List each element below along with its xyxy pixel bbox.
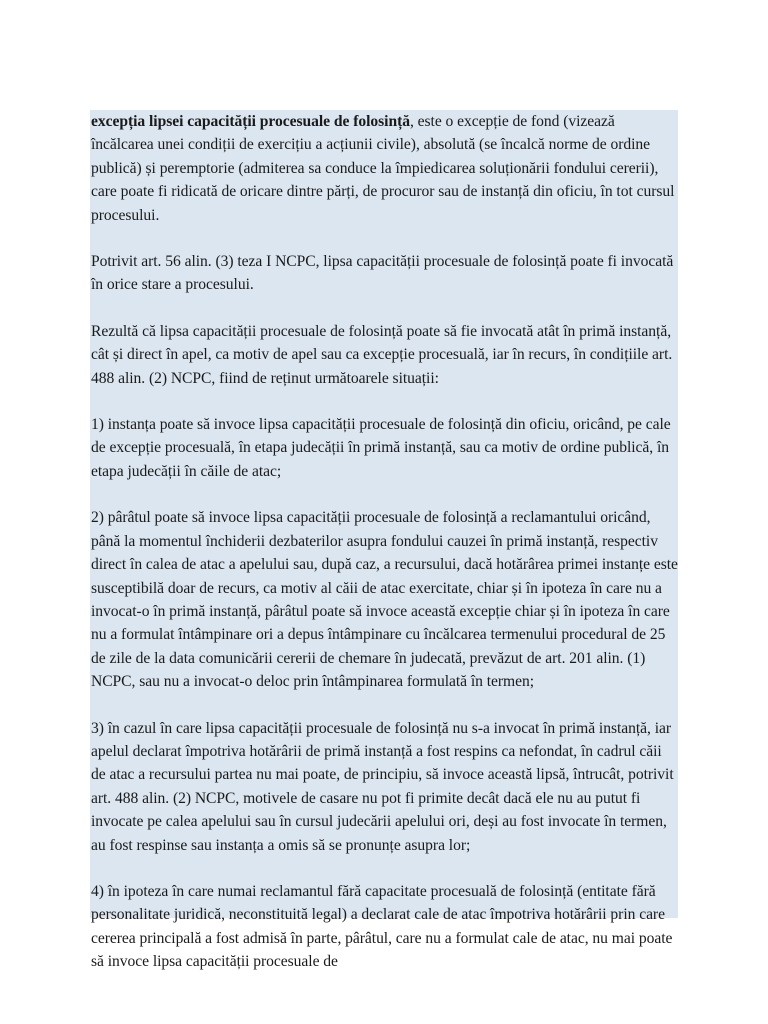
- document-text-block: [90, 110, 678, 971]
- paragraph-7: [91, 880, 678, 974]
- paragraph-7-text: 4) în ipoteza în care numai reclamantul fără capacitate procesuală de folosință (entitate fără personalitate juridică, neconstituită legal) a declarat cale de atac împotriva hotărârii prin care cererea principală a fost admisă în parte, pârâtul, care nu a formulat cale de atac, nu mai poate să invoce lipsa capacității procesuale de: [91, 882, 673, 971]
- paragraph-1-bold-term: excepția lipsei capacității procesuale de folosință: [91, 113, 410, 130]
- paragraph-3: [91, 320, 678, 390]
- paragraph-4-text: 1) instanța poate să invoce lipsa capacității procesuale de folosință din oficiu, oricând, pe cale de excepție procesuală, în etapa judecății în primă instanță, sau ca motiv de ordine publică, în etapa judecății în căile de atac;: [91, 416, 671, 480]
- paragraph-6: [91, 717, 678, 857]
- paragraph-4: [91, 413, 678, 483]
- paragraph-1-text: , este o excepție de fond (vizează încălcarea unei condiții de exercițiu a acțiunii civile), absolută (se încalcă norme de ordine publică) și peremptorie (admiterea sa conduce la împiedicarea soluționării fondului cererii), care poate fi ridicată de oricare dintre părți, de procuror sau de instanță din oficiu, în tot cursul procesului.: [91, 113, 675, 224]
- paragraph-5: [91, 506, 678, 693]
- paragraph-2-text: Potrivit art. 56 alin. (3) teza I NCPC, lipsa capacității procesuale de folosință poate fi invocată în orice stare a procesului.: [91, 253, 674, 294]
- paragraph-5-text: 2) pârâtul poate să invoce lipsa capacității procesuale de folosință a reclamantului oricând, până la momentul închiderii dezbaterilor asupra fondului cauzei în primă instanță, respectiv direct în calea de atac a apelului sau, după caz, a recursului, dacă hotărârea primei instanțe este susceptibilă doar de recurs, ca motiv al căii de atac exercitate, chiar și în ipoteza în care nu a invocat-o în primă instanță, pârâtul poate să invoce această excepție chiar și în ipoteza în care nu a formulat întâmpinare ori a depus întâmpinare cu încălcarea termenului procedural de 25 de zile de la data comunicării cererii de chemare în judecată, prevăzut de art. 201 alin. (1) NCPC, sau nu a invocat-o deloc prin întâmpinarea formulată în termen;: [91, 509, 678, 691]
- paragraph-3-text: Rezultă că lipsa capacității procesuale de folosință poate să fie invocată atât în primă instanță, cât și direct în apel, ca motiv de apel sau ca excepție procesuală, iar în recurs, în condițiile art. 488 alin. (2) NCPC, fiind de reținut următoarele situații:: [91, 322, 673, 387]
- paragraph-2: [91, 250, 678, 297]
- paragraph-6-text: 3) în cazul în care lipsa capacității procesuale de folosință nu s-a invocat în primă instanță, iar apelul declarat împotriva hotărârii de primă instanță a fost respins ca nefondat, în cadrul căii de atac a recursului partea nu mai poate, de principiu, să invoce această lipsă, întrucât, potrivit art. 488 alin. (2) NCPC, motivele de casare nu pot fi primite decât dacă ele nu au putut fi invocate pe calea apelului sau în cursul judecării apelului ori, deși au fost invocate în termen, au fost respinse sau instanța a omis să se pronunțe asupra lor;: [91, 719, 674, 854]
- paragraph-1: [91, 110, 678, 227]
